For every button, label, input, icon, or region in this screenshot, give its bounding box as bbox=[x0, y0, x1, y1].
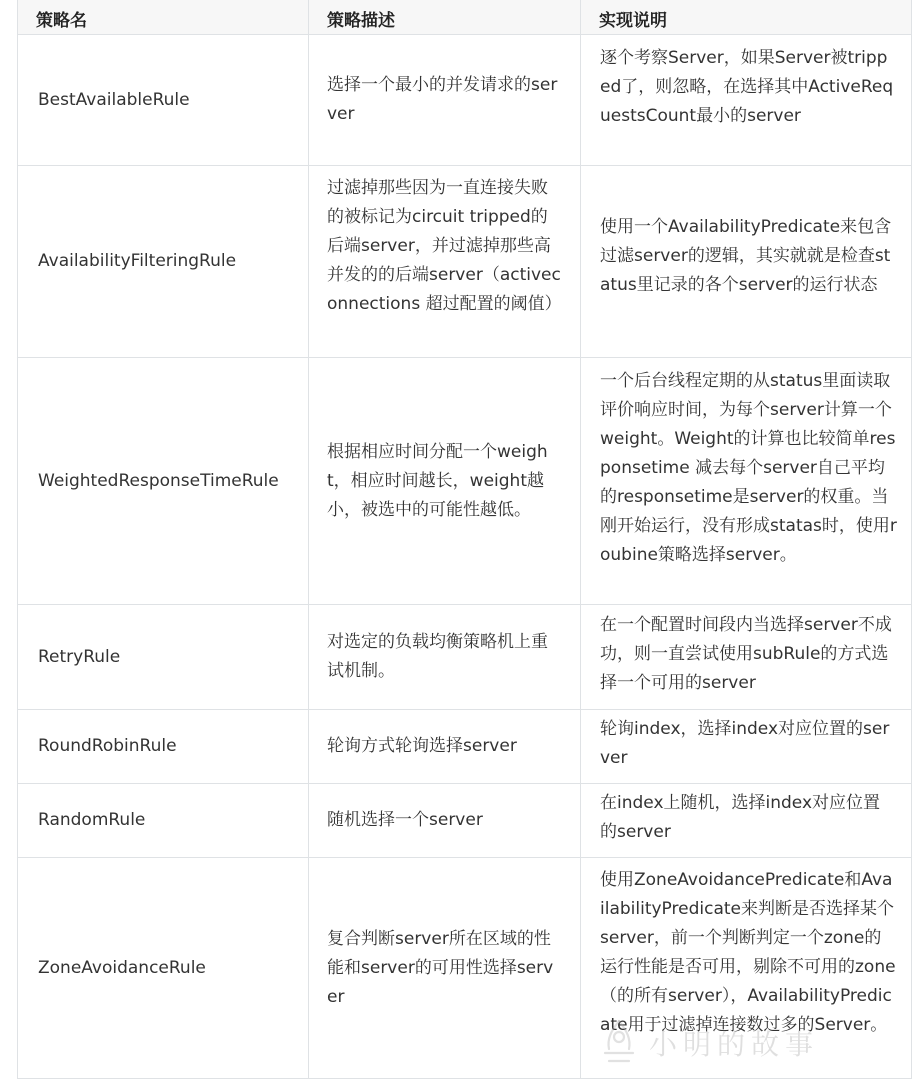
header-rule-name: 策略名 bbox=[18, 0, 309, 35]
header-implementation: 实现说明 bbox=[581, 0, 912, 35]
rule-implementation-cell: 轮询index，选择index对应位置的server bbox=[581, 710, 912, 784]
header-rule-description: 策略描述 bbox=[309, 0, 581, 35]
rule-name-cell: ZoneAvoidanceRule bbox=[18, 858, 309, 1079]
table-row bbox=[18, 35, 912, 166]
rule-description-cell: 对选定的负载均衡策略机上重试机制。 bbox=[309, 605, 581, 710]
rule-implementation-cell: 逐个考察Server，如果Server被tripped了，则忽略，在选择其中ActiveRequestsCount最小的server bbox=[581, 35, 912, 166]
rule-implementation-cell: 使用ZoneAvoidancePredicate和AvailabilityPredicate来判断是否选择某个server，前一个判断判定一个zone的运行性能是否可用，剔除不可用的zone（的所有server），AvailabilityPredicate用于过滤掉连接数过多的Server。 bbox=[581, 858, 912, 1079]
rule-description-cell: 根据相应时间分配一个weight，相应时间越长，weight越小，被选中的可能性越低。 bbox=[309, 358, 581, 605]
rule-description-cell: 随机选择一个server bbox=[309, 784, 581, 858]
table-row bbox=[18, 784, 912, 858]
watermark-text: 小明的故事 bbox=[649, 1028, 820, 1061]
rule-description-cell: 轮询方式轮询选择server bbox=[309, 710, 581, 784]
rule-name-cell: RandomRule bbox=[18, 784, 309, 858]
table-row bbox=[18, 710, 912, 784]
table-row bbox=[18, 858, 912, 1079]
table-row bbox=[18, 605, 912, 710]
rule-name-cell: WeightedResponseTimeRule bbox=[18, 358, 309, 605]
rule-implementation-cell: 在一个配置时间段内当选择server不成功，则一直尝试使用subRule的方式选择一个可用的server bbox=[581, 605, 912, 710]
rule-name-cell: AvailabilityFilteringRule bbox=[18, 166, 309, 358]
rule-description-cell: 选择一个最小的并发请求的server bbox=[309, 35, 581, 166]
rule-name-cell: BestAvailableRule bbox=[18, 35, 309, 166]
rule-description-cell: 过滤掉那些因为一直连接失败的被标记为circuit tripped的后端server，并过滤掉那些高并发的的后端server（activeconnections 超过配置的阈值） bbox=[309, 166, 581, 358]
table-header-row bbox=[18, 0, 912, 35]
rule-name-cell: RetryRule bbox=[18, 605, 309, 710]
load-balancing-rules-table bbox=[17, 0, 912, 1079]
table-row bbox=[18, 166, 912, 358]
rule-implementation-cell: 一个后台线程定期的从status里面读取评价响应时间，为每个server计算一个weight。Weight的计算也比较简单responsetime 减去每个server自己平均的responsetime是server的权重。当刚开始运行，没有形成statas时，使用roubine策略选择server。 bbox=[581, 358, 912, 605]
rule-description-cell: 复合判断server所在区域的性能和server的可用性选择server bbox=[309, 858, 581, 1079]
rule-name-cell: RoundRobinRule bbox=[18, 710, 309, 784]
table-row bbox=[18, 358, 912, 605]
rule-implementation-cell: 使用一个AvailabilityPredicate来包含过滤server的逻辑，其实就就是检查status里记录的各个server的运行状态 bbox=[581, 166, 912, 358]
rule-implementation-cell: 在index上随机，选择index对应位置的server bbox=[581, 784, 912, 858]
rules-table-container bbox=[17, 0, 911, 1079]
